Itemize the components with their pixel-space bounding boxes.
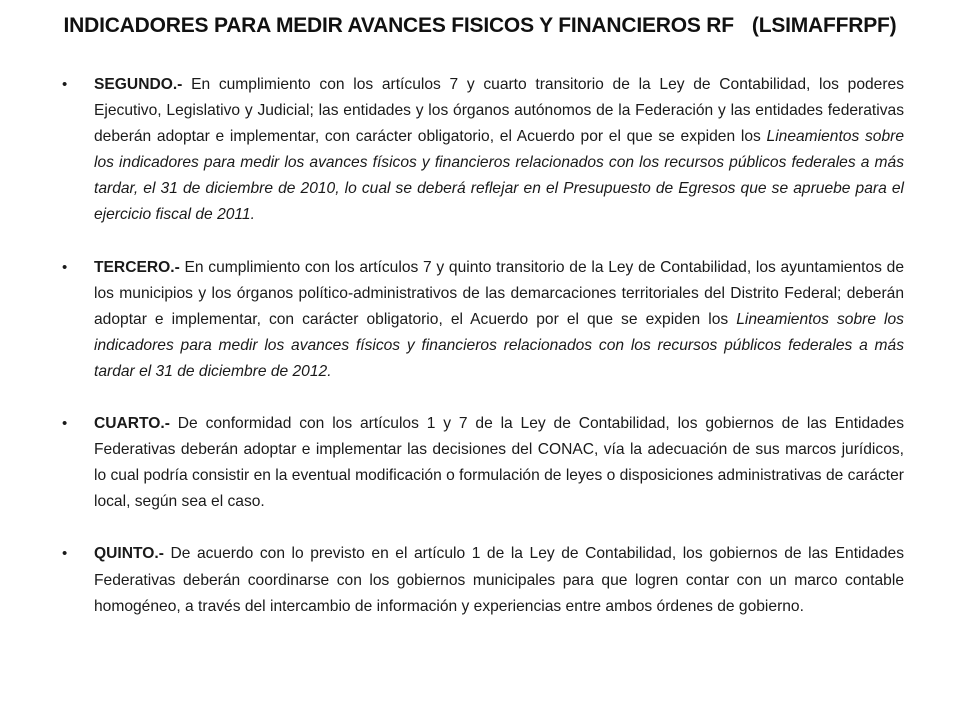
bullet-icon: • bbox=[62, 258, 68, 276]
slide-title bbox=[0, 14, 960, 38]
bullet-text: De acuerdo con lo previsto en el artículo 1 de la Ley de Contabilidad, los gobiernos de las Entidades Federativas deberán coordinarse con los gobiernos municipales para que logren contar con un marco contable homogéneo, a través del intercambio de información y experiencias entre ambos órdenes de gobierno. bbox=[94, 545, 904, 615]
bullet-item-tercero bbox=[62, 255, 904, 385]
bullet-lead: TERCERO.- bbox=[94, 258, 180, 276]
bullet-icon: • bbox=[62, 545, 68, 563]
slide-title-main: INDICADORES PARA MEDIR AVANCES FISICOS Y FINANCIEROS RF bbox=[63, 14, 734, 37]
bullet-text: En cumplimiento con los artículos 7 y cuarto transitorio de la Ley de Contabilidad, los poderes Ejecutivo, Legislativo y Judicial; las entidades y los órganos autónomos de la Federación y las entidades federativas deberán adoptar e implementar, con carácter obligatorio, el Acuerdo por el que se expiden los bbox=[94, 76, 904, 146]
bullet-text: De conformidad con los artículos 1 y 7 de la Ley de Contabilidad, los gobiernos de las Entidades Federativas deberán adoptar e implementar las decisiones del CONAC, vía la adecuación de sus marcos jurídicos, lo cual podría consistir en la eventual modificación o formulación de leyes o disposiciones administrativas de carácter local, según sea el caso. bbox=[94, 415, 904, 511]
bullet-item-quinto bbox=[62, 541, 904, 619]
bullet-list bbox=[62, 72, 904, 646]
bullet-lead: SEGUNDO.- bbox=[94, 76, 183, 93]
bullet-italic-text: Lineamientos sobre los indicadores para medir los avances físicos y financieros relacionados con los recursos públicos federales a más tardar, el 31 de diciembre de 2010, lo cual se deberá reflejar en el Presupuesto de Egresos que se apruebe para el ejercicio fiscal de 2011. bbox=[94, 128, 904, 224]
bullet-text: En cumplimiento con los artículos 7 y quinto transitorio de la Ley de Contabilidad, los ayuntamientos de los municipios y los órganos político-administrativos de las demarcaciones territoriales del Distrito Federal; deberán adoptar e implementar, con carácter obligatorio, el Acuerdo por el que se expiden los bbox=[94, 258, 904, 328]
bullet-icon: • bbox=[62, 415, 68, 433]
bullet-item-cuarto bbox=[62, 411, 904, 515]
bullet-italic-text: Lineamientos sobre los indicadores para medir los avances físicos y financieros relacionados con los recursos públicos federales a más tardar el 31 de diciembre de 2012. bbox=[94, 310, 904, 380]
bullet-lead: CUARTO.- bbox=[94, 415, 170, 433]
bullet-icon: • bbox=[62, 76, 68, 93]
bullet-item-segundo bbox=[62, 72, 904, 229]
bullet-lead: QUINTO.- bbox=[94, 545, 164, 563]
slide-title-code: (LSIMAFFRPF) bbox=[751, 14, 897, 37]
